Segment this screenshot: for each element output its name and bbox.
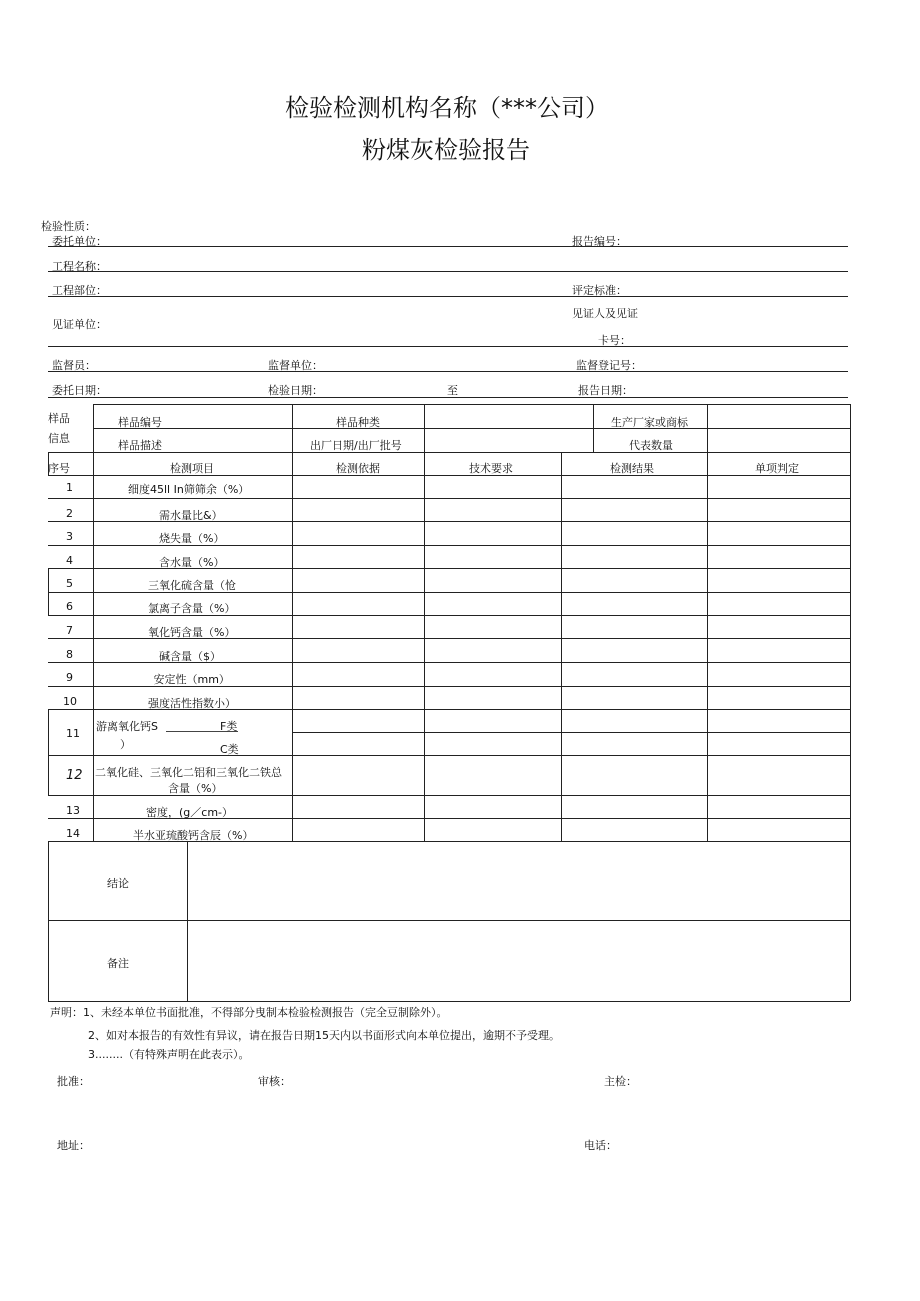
row-no: 13 — [66, 804, 80, 817]
row-item: 三氧化硫含量（怆 — [148, 579, 236, 592]
row-item: 烧失量（%） — [159, 532, 225, 545]
row-no: 12 — [66, 768, 83, 783]
row-no: 4 — [66, 554, 73, 567]
table-rule — [48, 568, 49, 615]
row-no: 14 — [66, 827, 80, 840]
manufacturer-label: 生产厂家或商标 — [611, 416, 688, 429]
table-rule — [48, 920, 850, 921]
batch-label: 出厂日期/出厂批号 — [310, 439, 402, 452]
table-rule — [48, 1001, 850, 1002]
table-rule — [593, 404, 594, 452]
row-item: 强度活性指数小） — [148, 697, 236, 710]
row-item: 半水亚琉酸钙含辰（%） — [133, 829, 254, 842]
client-label: 委托单位： — [52, 235, 107, 248]
row-no: 1 — [66, 481, 73, 494]
row-item-paren: ） — [120, 738, 131, 751]
table-rule — [93, 404, 94, 842]
statement-2: 2、如对本报告的有效性有异议，请在报告日期15天内以书面形式向本单位提出，逾期不予受理。 — [88, 1029, 560, 1042]
project-part-label: 工程部位： — [52, 284, 107, 297]
row-no: 2 — [66, 507, 73, 520]
to-label: 至 — [447, 384, 458, 397]
notes-label: 备注 — [107, 957, 129, 970]
c-class-label: C类 — [220, 743, 239, 756]
row-item: 安定性（mm） — [153, 673, 230, 686]
table-rule — [48, 475, 850, 476]
header-requirement: 技术要求 — [469, 462, 513, 475]
test-date-label: 检验日期： — [268, 384, 323, 397]
approve-label: 批准： — [57, 1075, 90, 1088]
row-no: 9 — [66, 671, 73, 684]
table-rule — [561, 452, 562, 842]
sample-label-2: 信息 — [48, 432, 70, 445]
row-item: 细度45ll In筛筛余（%） — [128, 483, 250, 496]
statement-3: 3........（有特殊声明在此表示）。 — [88, 1048, 250, 1061]
table-rule — [187, 841, 188, 1001]
project-name-label: 工程名称： — [52, 260, 107, 273]
eval-standard-label: 评定标准： — [572, 284, 627, 297]
row-item: 游离氧化钙S — [96, 720, 158, 733]
divider — [48, 397, 848, 398]
sample-type-label: 样品种类 — [336, 416, 380, 429]
sample-no-label: 样品编号 — [118, 416, 162, 429]
divider — [48, 296, 848, 297]
header-judgment: 单项判定 — [755, 462, 799, 475]
table-rule — [93, 428, 850, 429]
row-no: 8 — [66, 648, 73, 661]
row-item: 密度，(g／cm-） — [146, 806, 234, 819]
divider — [48, 271, 848, 272]
header-basis: 检测依据 — [336, 462, 380, 475]
row-no: 6 — [66, 600, 73, 613]
entrust-date-label: 委托日期： — [52, 384, 107, 397]
table-rule — [850, 841, 851, 1001]
address-label: 地址： — [57, 1139, 90, 1152]
table-rule — [48, 755, 850, 756]
supervision-reg-label: 监督登记号： — [576, 359, 642, 372]
report-date-label: 报告日期： — [578, 384, 633, 397]
test-nature-label: 检验性质： — [41, 220, 96, 233]
table-rule — [292, 732, 850, 733]
row-item-cont: 含量（%） — [168, 782, 223, 795]
quantity-label: 代表数量 — [629, 439, 673, 452]
supervision-unit-label: 监督单位： — [268, 359, 323, 372]
org-name: 检验检测机构名称（***公司） — [285, 94, 609, 122]
header-no: 序号 — [48, 462, 70, 475]
review-label: 审核： — [258, 1075, 291, 1088]
row-no: 10 — [63, 695, 77, 708]
divider — [48, 371, 848, 372]
divider — [48, 246, 848, 247]
row-item: 碱含量（$） — [159, 650, 221, 663]
table-rule — [48, 709, 49, 795]
row-item: 需水量比&） — [159, 509, 223, 522]
witness-card-label: 卡号： — [598, 334, 631, 347]
table-rule — [424, 404, 425, 842]
row-item: 含水量（%） — [159, 556, 225, 569]
row-item: 氯离子含量（%） — [148, 602, 236, 615]
report-no-label: 报告编号： — [572, 235, 627, 248]
description-label: 样品描述 — [118, 439, 162, 452]
statement-1: 声明：1、未经本单位书面批准，不得部分曳制本检验检测报告（完全豆制除外）。 — [50, 1006, 448, 1019]
row-no: 5 — [66, 577, 73, 590]
table-rule — [93, 404, 850, 405]
f-class-label: F类 — [220, 720, 238, 733]
phone-label: 电话： — [584, 1139, 617, 1152]
table-rule — [292, 404, 293, 842]
sample-label-1: 样品 — [48, 412, 70, 425]
table-rule — [48, 498, 850, 499]
table-rule — [48, 841, 49, 1001]
divider — [48, 346, 848, 347]
chief-label: 主检： — [604, 1075, 637, 1088]
table-rule — [48, 452, 850, 453]
header-result: 检测结果 — [610, 462, 654, 475]
row-no: 11 — [66, 727, 80, 740]
report-title: 粉煤灰检验报告 — [362, 136, 530, 164]
witness-person-label: 见证人及见证 — [572, 307, 638, 320]
conclusion-label: 结论 — [107, 877, 129, 890]
row-no: 3 — [66, 530, 73, 543]
table-rule — [850, 404, 851, 842]
row-item: 二氧化硅、三氧化二铝和三氧化二铁总 — [95, 766, 282, 779]
supervisor-label: 监督员： — [52, 359, 96, 372]
table-rule — [707, 404, 708, 842]
witness-unit-label: 见证单位： — [52, 318, 107, 331]
row-item: 氧化钙含量（%） — [148, 626, 236, 639]
row-no: 7 — [66, 624, 73, 637]
header-item: 检测项目 — [170, 462, 214, 475]
